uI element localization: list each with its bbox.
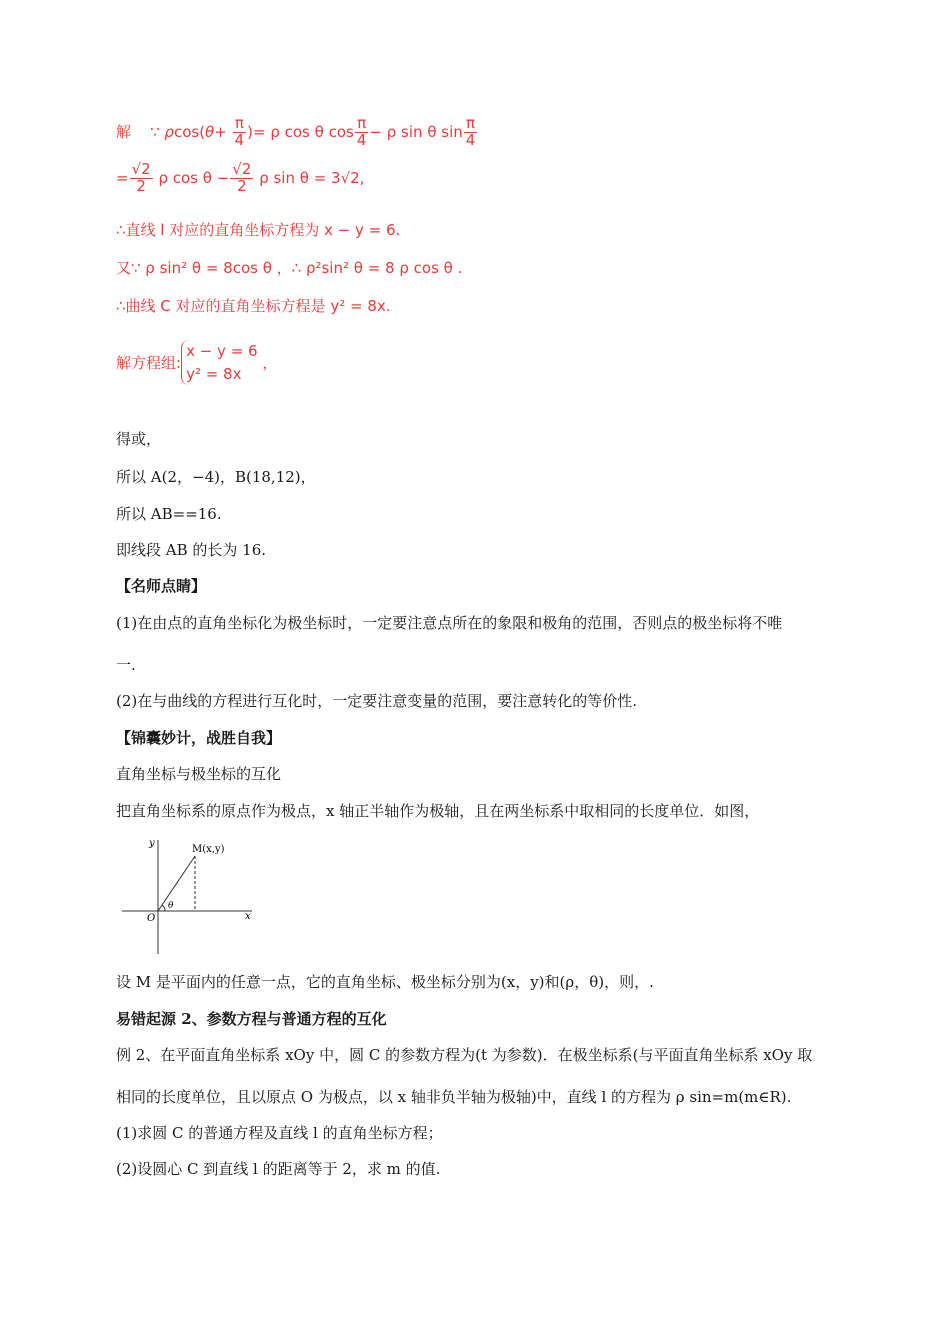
para-1: 得或，: [116, 430, 162, 448]
fraction-sqrt2-over-2: $\frac{√2}{2}$: [131, 160, 151, 195]
solution-line-1: 解 ∵ ρcos(θ+ $\frac{\pi}{4}$ )= ρ cos θ cos $\frac{\pi}{4}$ − ρ sin θ sin $\frac{\pi}{4}$: [116, 114, 476, 149]
para-5a: (1)在由点的直角坐标化为极坐标时，一定要注意点所在的象限和极角的范围，否则点的极坐标将不唯: [116, 614, 783, 632]
para-9: 设 M 是平面内的任意一点，它的直角坐标、极坐标分别为(x，y)和(ρ，θ)，则，.: [116, 973, 654, 991]
heading-tricks: 【锦囊妙计，战胜自我】: [116, 729, 282, 747]
para-12: (2)设圆心 C 到直线 l 的距离等于 2，求 m 的值.: [116, 1160, 441, 1178]
para-3: 所以 AB==16.: [116, 505, 222, 523]
fraction-pi-over-4: $\frac{\pi}{4}$: [465, 114, 476, 149]
para-6: (2)在与曲线的方程进行互化时，一定要注意变量的范围，要注意转化的等价性.: [116, 692, 638, 710]
angle-arc: [162, 905, 165, 911]
coordinate-figure: [118, 834, 258, 958]
segment-om: [158, 856, 195, 911]
fraction-sqrt2-over-2: $\frac{√2}{2}$: [232, 160, 252, 195]
heading-tips: 【名师点睛】: [116, 577, 207, 595]
para-7: 直角坐标与极坐标的互化: [116, 765, 282, 783]
heading-error-source-2: 易错起源 2、参数方程与普通方程的互化: [116, 1010, 387, 1028]
solution-label: 解: [116, 122, 132, 141]
y-label: y: [149, 838, 155, 849]
point-m-label: M(x,y): [192, 844, 225, 855]
para-11: (1)求圆 C 的普通方程及直线 l 的直角坐标方程；: [116, 1124, 443, 1142]
x-label: x: [245, 911, 251, 922]
solution-line-4: 又∵ ρ sin² θ = 8cos θ ，∴ ρ²sin² θ = 8 ρ cos θ .: [116, 259, 463, 277]
solution-line-5: ∴曲线 C 对应的直角坐标方程是 y² = 8x.: [116, 297, 391, 315]
fraction-pi-over-4: $\frac{\pi}{4}$: [356, 114, 367, 149]
equation-system: x − y = 6 y² = 8x: [181, 340, 258, 385]
solution-line-6: 解方程组: x − y = 6 y² = 8x ，: [116, 340, 277, 385]
para-8: 把直角坐标系的原点作为极点，x 轴正半轴作为极轴，且在两坐标系中取相同的长度单位．如图，: [116, 802, 760, 820]
para-5b: 一.: [116, 656, 136, 674]
solution-line-2: = $\frac{√2}{2}$ ρ cos θ − $\frac{√2}{2}$ ρ sin θ = 3√2,: [116, 160, 365, 195]
solution-line-3: ∴直线 l 对应的直角坐标方程为 x − y = 6.: [116, 221, 401, 239]
fraction-pi-over-4: $\frac{\pi}{4}$: [234, 114, 245, 149]
theta-label: θ: [168, 901, 174, 911]
para-2: 所以 A(2，−4)，B(18,12)，: [116, 468, 316, 486]
para-10a: 例 2、在平面直角坐标系 xOy 中，圆 C 的参数方程为(t 为参数)．在极坐标系(与平面直角坐标系 xOy 取: [116, 1046, 813, 1064]
origin-label: O: [147, 913, 156, 924]
para-4: 即线段 AB 的长为 16.: [116, 541, 267, 559]
para-10b: 相同的长度单位，且以原点 O 为极点，以 x 轴非负半轴为极轴)中，直线 l 的方程为 ρ sin=m(m∈R).: [116, 1088, 792, 1106]
